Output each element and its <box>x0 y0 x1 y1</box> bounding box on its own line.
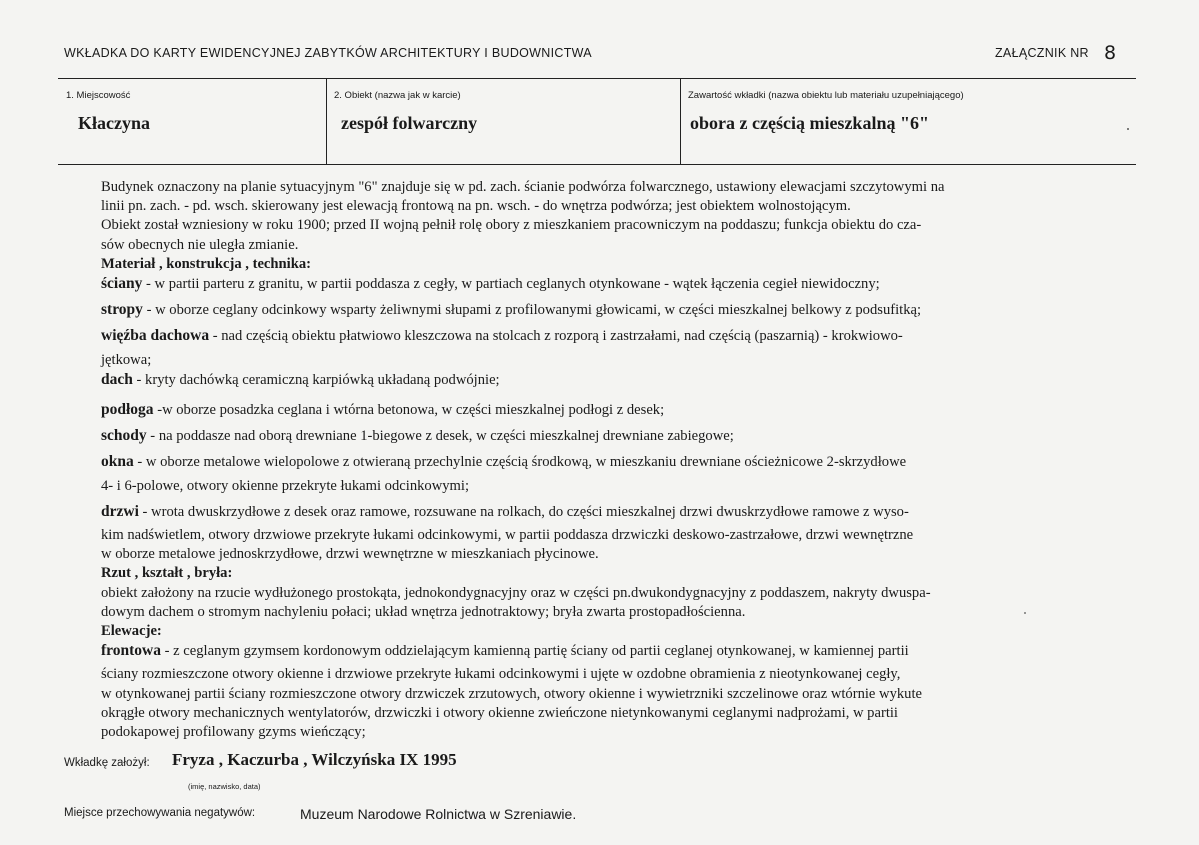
item-text: -w oborze posadzka ceglana i wtórna betonowa, w części mieszkalnej podłogi z desek; <box>153 402 665 419</box>
founded-by-value: Fryza , Kaczurba , Wilczyńska IX 1995 <box>172 750 457 769</box>
item-text: - na poddasze nad oborą drewniane 1-biegowe z desek, w części mieszkalnej drewniane zabiegowe; <box>146 428 734 445</box>
item-text: - w oborze ceglany odcinkowy wsparty żeliwnymi słupami z profilowanymi głowicami, w części mieszkalnej belkowy z podsufitką; <box>142 302 922 319</box>
object-label: 2. Obiekt (nazwa jak w karcie) <box>334 90 461 101</box>
item-term: ściany <box>101 275 143 293</box>
item-text: - z ceglanym gzymsem kordonowym oddzielającym kamienną partię ściany od partii ceglanej otynkowanej, w kamiennej partii <box>161 643 909 660</box>
item-term: więźba dachowa <box>101 327 210 345</box>
item-continuation: 4- i 6-polowe, otwory okienne przekryte łukami odcinkowymi; <box>101 477 470 494</box>
scan-speck <box>1127 128 1129 130</box>
content-label: Zawartość wkładki (nazwa obiektu lub materiału uzupełniającego) <box>688 90 964 101</box>
description-body <box>101 178 1101 742</box>
item-term: schody <box>101 427 147 445</box>
item-floor <box>101 400 1101 420</box>
form-title: WKŁADKA DO KARTY EWIDENCYJNEJ ZABYTKÓW ARCHITEKTURY I BUDOWNICTWA <box>64 46 592 60</box>
item-term: dach <box>101 370 133 388</box>
intro-line: sów obecnych nie uległa zmianie. <box>101 236 299 253</box>
item-text: - w partii parteru z granitu, w partii poddasza z cegły, w partiach ceglanych otynkowane - wątek łączenia cegieł niewidoczny; <box>142 276 880 293</box>
item-roof <box>101 370 1101 390</box>
location-label: 1. Miejscowość <box>66 90 131 101</box>
elevation-line: ściany rozmieszczone otwory okienne i drzwiowe przekryte łukami odcinkowymi i ujęte w ozdobne obramienia z nieotynkowanej cegły, <box>101 666 901 683</box>
elevation-front <box>101 641 1101 661</box>
attachment-label: ZAŁĄCZNIK NR <box>995 46 1089 60</box>
table-divider-2 <box>680 78 681 164</box>
negatives-location-value: Muzeum Narodowe Rolnictwa w Szreniawie. <box>300 806 577 822</box>
founded-by-label: Wkładkę założył: <box>64 757 150 769</box>
item-doors <box>101 502 1101 522</box>
intro-line: Obiekt został wzniesiony w roku 1900; przed II wojną pełnił rolę obory z mieszkaniem pracowniczym na poddaszu; funkcja obiektu do cza- <box>101 217 922 234</box>
item-term: frontowa <box>101 642 161 660</box>
material-heading: Materiał , konstrukcja , technika: <box>101 255 311 272</box>
founded-by-hint: (imię, nazwisko, data) <box>188 782 261 791</box>
table-bottom-border <box>58 164 1136 165</box>
item-term: stropy <box>101 301 143 319</box>
item-text: - wrota dwuskrzydłowe z desek oraz ramowe, rozsuwane na rolkach, do części mieszkalnej drzwi dwuskrzydłowe ramowe z wyso- <box>138 503 909 520</box>
item-continuation: kim nadświetlem, otwory drzwiowe przekryte łukami odcinkowymi, w partii poddasza drzwiczki deskowo-zastrzałowe, drzwi wewnętrzne <box>101 527 914 544</box>
plan-line: dowym dachem o stromym nachyleniu połaci; układ wnętrza jednotraktowy; bryła zwarta prostopadłościenna. <box>101 603 746 620</box>
item-roof-truss <box>101 326 1101 346</box>
item-term: okna <box>101 453 134 471</box>
item-stairs <box>101 426 1101 446</box>
item-windows <box>101 452 1101 472</box>
item-continuation: w oborze metalowe jednoskrzydłowe, drzwi wewnętrzne w mieszkaniach płycinowe. <box>101 546 599 563</box>
item-term: drzwi <box>101 502 139 520</box>
item-ceilings <box>101 300 1101 320</box>
negatives-location-label: Miejsce przechowywania negatywów: <box>64 807 256 819</box>
item-walls <box>101 274 1101 294</box>
item-text: - nad częścią obiektu płatwiowo kleszczowa na stolcach z rozporą i zastrzałami, nad częścią (paszarnią) - krokwiowo- <box>209 328 903 345</box>
object-value: zespół folwarczny <box>341 113 478 133</box>
elevation-line: podokapowej profilowany gzyms wieńczący; <box>101 724 366 741</box>
table-divider-1 <box>326 78 327 164</box>
item-term: podłoga <box>101 401 154 419</box>
item-continuation: jętkowa; <box>101 351 152 368</box>
table-top-border <box>58 78 1136 79</box>
item-text: - kryty dachówką ceramiczną karpiówką układaną podwójnie; <box>132 371 500 388</box>
elevation-heading: Elewacje: <box>101 623 162 640</box>
plan-heading: Rzut , kształt , bryła: <box>101 565 233 582</box>
location-value: Kłaczyna <box>78 113 150 133</box>
attachment-number: 8 <box>1104 42 1117 64</box>
item-text: - w oborze metalowe wielopolowe z otwieraną przechylnie częścią środkową, w mieszkaniu drewniane ościeżnicowe 2-skrzydłowe <box>133 454 907 471</box>
intro-line: linii pn. zach. - pd. wsch. skierowany jest elewacją frontową na pn. wsch. - do wnętrza podwórza; jest obiektem wolnostojącym. <box>101 198 851 215</box>
elevation-line: w otynkowanej partii ściany rozmieszczone otwory drzwiczek zrzutowych, otwory okienne i wywietrzniki szczelinowe oraz wtórnie wykute <box>101 685 923 702</box>
intro-line: Budynek oznaczony na planie sytuacyjnym "6" znajduje się w pd. zach. ścianie podwórza folwarcznego, ustawiony elewacjami szczytowymi na <box>101 179 945 195</box>
content-value: obora z częścią mieszkalną "6" <box>690 113 929 133</box>
plan-line: obiekt założony na rzucie wydłużonego prostokąta, jednokondygnacyjny oraz w części pn.dwukondygnacyjny z poddaszem, nakryty dwuspa- <box>101 584 931 601</box>
elevation-line: okrągłe otwory mechanicznych wentylatorów, drzwiczki i otwory okienne zwieńczone nietynkowanymi ceglanymi nadprożami, w partii <box>101 704 898 721</box>
